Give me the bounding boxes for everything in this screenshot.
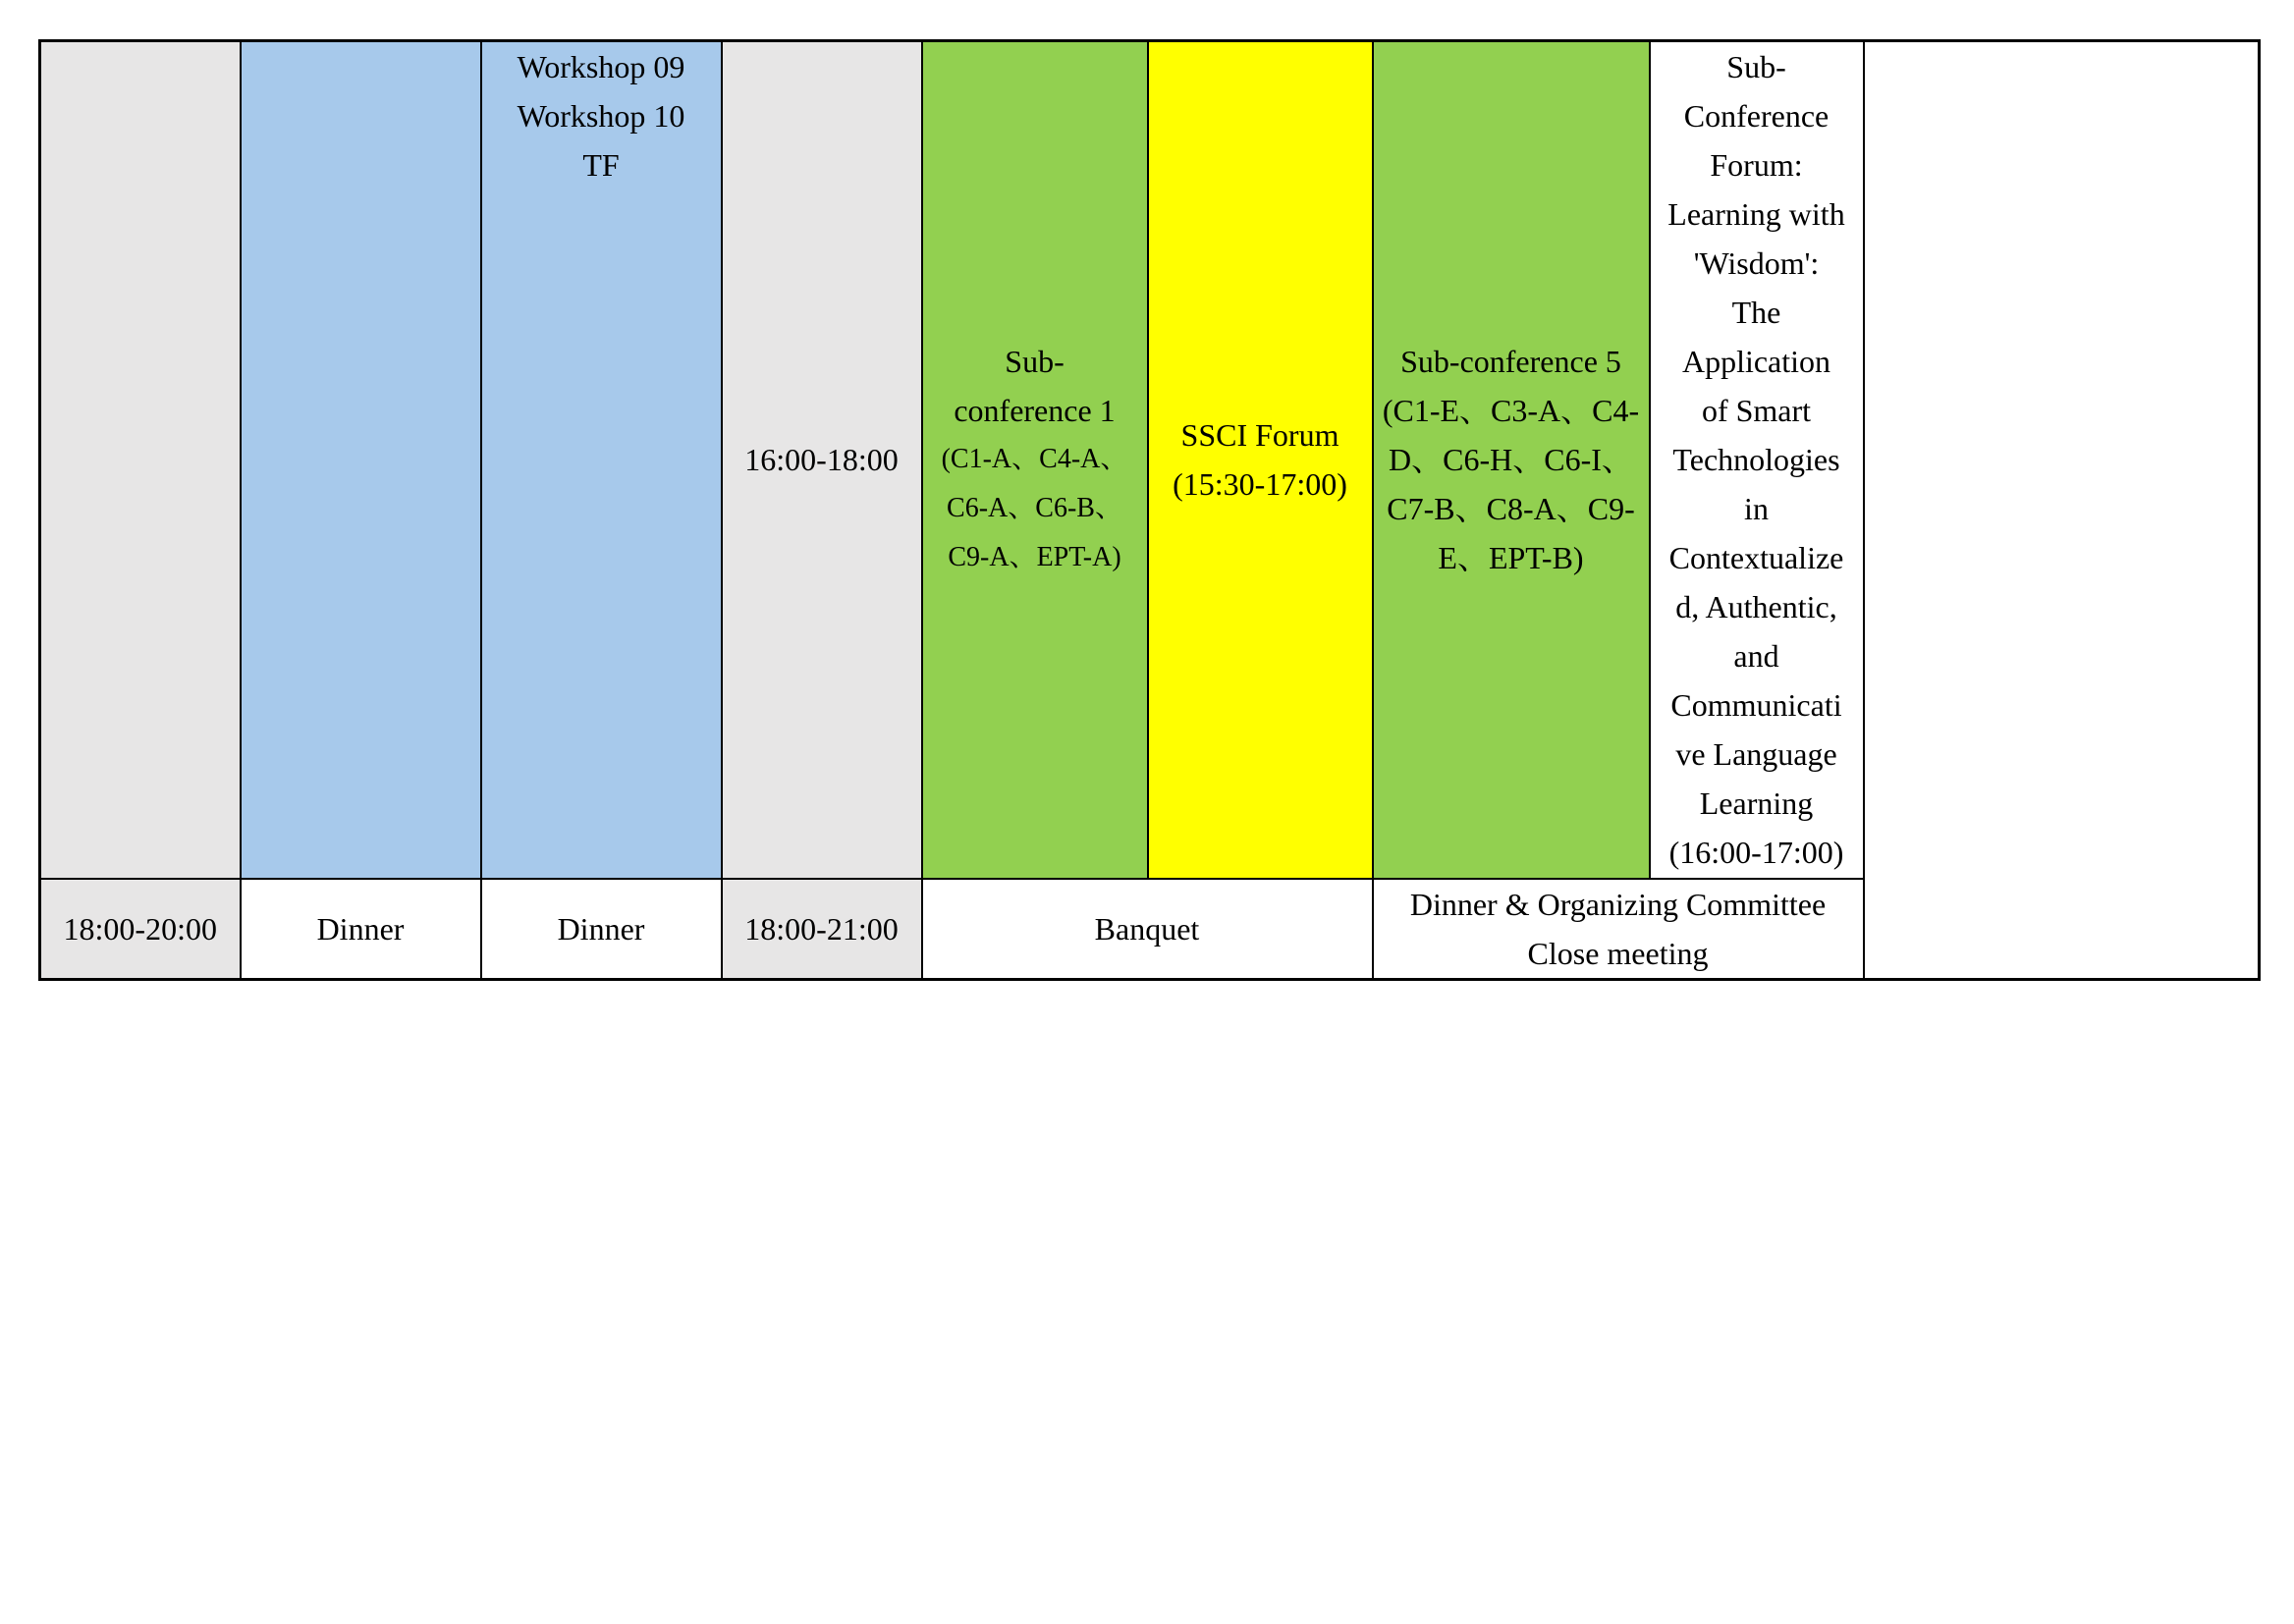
ssci-forum-time: (15:30-17:00)	[1173, 466, 1347, 503]
sub-conference-title: conference 1	[954, 393, 1116, 429]
sub-conference-codes: E、EPT-B)	[1438, 540, 1584, 576]
workshop-line: TF	[582, 147, 620, 183]
ssci-forum-cell	[1148, 41, 1373, 879]
forum-line: of Smart	[1701, 393, 1812, 428]
sub-conference-title: Sub-conference 5	[1400, 344, 1621, 380]
forum-line: Learning	[1699, 785, 1814, 821]
forum-line: Conference	[1683, 98, 1830, 134]
workshop-cell	[481, 41, 722, 879]
sub-conference-codes: (C1-E、C3-A、C4-	[1382, 393, 1640, 429]
closing-line: Close meeting	[1527, 935, 1709, 971]
ssci-forum-title: SSCI Forum	[1180, 417, 1339, 454]
forum-line: and	[1733, 638, 1779, 674]
empty-cell	[1864, 41, 2260, 980]
sub-conference-5-cell	[1373, 41, 1650, 879]
forum-cell	[1650, 41, 1864, 879]
sub-conference-title: Sub-	[1005, 344, 1065, 380]
workshop-line: Workshop 10	[517, 98, 685, 134]
forum-line: Forum:	[1710, 147, 1803, 183]
forum-line: The	[1731, 295, 1781, 330]
schedule-row-afternoon	[40, 41, 2260, 879]
workshop-line: Workshop 09	[517, 49, 685, 84]
forum-line: (16:00-17:00)	[1668, 835, 1844, 870]
dinner-cell: Dinner	[481, 879, 722, 980]
sub-conference-codes: C9-A、EPT-A)	[948, 542, 1121, 573]
banquet-cell: Banquet	[922, 879, 1373, 980]
sub-conference-codes: C6-A、C6-B、	[947, 493, 1122, 524]
forum-line: Technologies	[1672, 442, 1840, 477]
time-cell: 18:00-21:00	[722, 879, 922, 980]
dinner-cell: Dinner	[241, 879, 481, 980]
closing-meeting-cell	[1373, 879, 1864, 980]
sub-conference-codes: C7-B、C8-A、C9-	[1387, 491, 1635, 527]
forum-line: Learning with	[1667, 196, 1845, 232]
forum-line: in	[1744, 491, 1769, 526]
schedule-table	[38, 39, 2261, 981]
forum-line: Communicati	[1670, 687, 1842, 723]
time-cell: 16:00-18:00	[722, 41, 922, 879]
forum-line: Sub-	[1726, 49, 1786, 84]
workshop-cell-empty	[241, 41, 481, 879]
time-cell-empty	[40, 41, 241, 879]
forum-line: Contextualize	[1668, 540, 1844, 575]
closing-line: Dinner & Organizing Committee	[1409, 886, 1827, 922]
forum-line: Application	[1681, 344, 1831, 379]
forum-line: d, Authentic,	[1675, 589, 1837, 624]
forum-line: ve Language	[1675, 736, 1837, 772]
sub-conference-1-cell	[922, 41, 1148, 879]
sub-conference-codes: (C1-A、C4-A、	[941, 444, 1128, 475]
sub-conference-codes: D、C6-H、C6-I、	[1389, 442, 1633, 478]
time-cell: 18:00-20:00	[40, 879, 241, 980]
forum-line: 'Wisdom':	[1693, 245, 1820, 281]
